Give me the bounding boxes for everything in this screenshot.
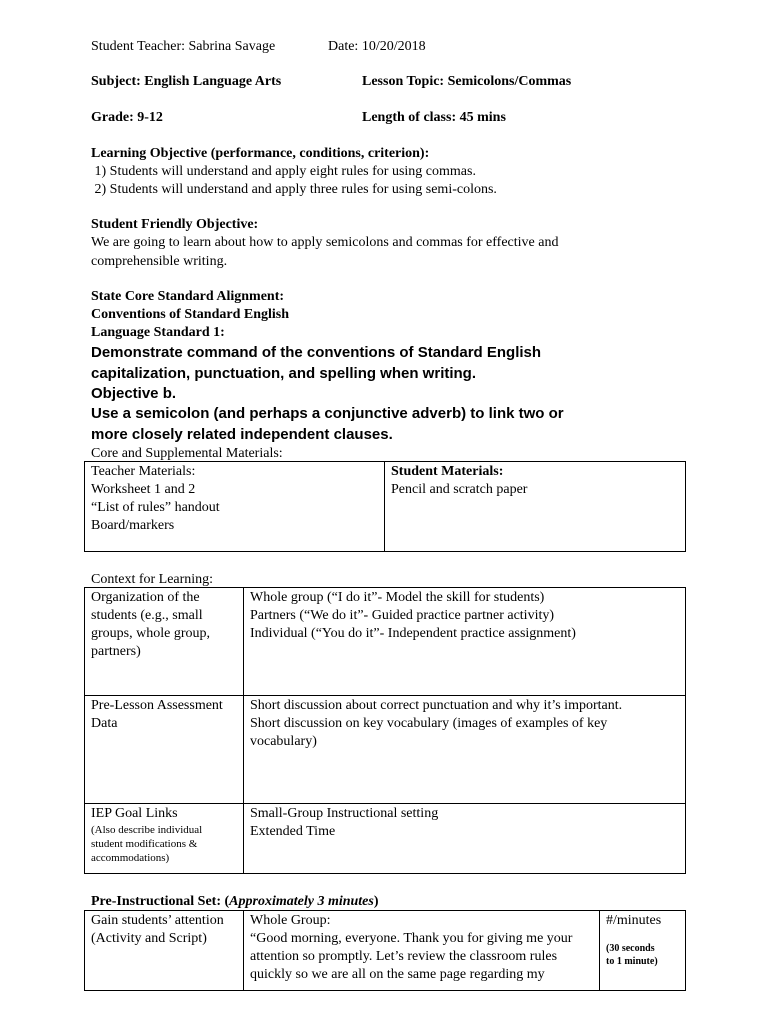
- standard-sub: Language Standard 1:: [91, 325, 225, 340]
- context-table: [84, 587, 686, 874]
- pre-instructional-duration: Approximately 3 minutes: [229, 894, 374, 909]
- objective-item: 2) Students will understand and apply three rules for using semi-colons.: [91, 182, 497, 197]
- standard-heading: State Core Standard Alignment:: [91, 289, 285, 304]
- student-materials-cell: [385, 462, 686, 552]
- minutes-cell: [600, 911, 686, 991]
- lesson-date: Date: 10/20/2018: [328, 39, 426, 54]
- friendly-objective-heading: Student Friendly Objective:: [91, 217, 259, 232]
- materials-caption: Core and Supplemental Materials:: [91, 446, 283, 461]
- minutes-label: #/minutes: [606, 913, 662, 928]
- context-caption: Context for Learning:: [91, 572, 214, 587]
- objective-item: 1) Students will understand and apply eight rules for using commas.: [91, 164, 476, 179]
- minutes-note: (30 seconds: [606, 943, 655, 954]
- context-sublabel: student modifications &: [91, 838, 198, 850]
- teacher-materials-heading: Teacher Materials:: [91, 464, 196, 479]
- attention-label: Gain students’ attention: [91, 913, 224, 928]
- attention-script-cell: [244, 911, 600, 991]
- class-length: Length of class: 45 mins: [362, 110, 506, 125]
- attention-label-cell: [85, 911, 244, 991]
- standard-text: more closely related independent clauses.: [91, 426, 393, 443]
- standard-sub: Conventions of Standard English: [91, 307, 290, 322]
- standard-text: Demonstrate command of the conventions of Standard English: [91, 344, 542, 361]
- attention-script: “Good morning, everyone. Thank you for giving me your: [250, 931, 573, 946]
- grade: Grade: 9-12: [91, 110, 163, 125]
- context-sublabel: accommodations): [91, 852, 170, 864]
- context-content: Whole group (“I do it”- Model the skill for students): [250, 590, 545, 605]
- context-content-cell: [244, 588, 686, 696]
- attention-script: attention so promptly. Let’s review the classroom rules: [250, 949, 558, 964]
- context-content: vocabulary): [250, 734, 317, 749]
- context-label-cell: [85, 696, 244, 804]
- student-teacher: Student Teacher: Sabrina Savage: [91, 39, 276, 54]
- context-content-cell: [244, 804, 686, 874]
- attention-script: quickly so we are all on the same page regarding my: [250, 967, 545, 982]
- subject: Subject: English Language Arts: [91, 74, 282, 89]
- pre-instructional-heading-text: Pre-Instructional Set: (: [91, 894, 230, 909]
- context-content: Short discussion about correct punctuation and why it’s important.: [250, 698, 623, 713]
- context-content: Small-Group Instructional setting: [250, 806, 439, 821]
- lesson-topic: Lesson Topic: Semicolons/Commas: [362, 74, 572, 89]
- context-label-cell: [85, 804, 244, 874]
- context-label-cell: [85, 588, 244, 696]
- materials-table: [84, 461, 686, 552]
- attention-script: Whole Group:: [250, 913, 331, 928]
- context-label: Data: [91, 716, 118, 731]
- standard-text: Use a semicolon (and perhaps a conjunctive adverb) to link two or: [91, 405, 564, 422]
- teacher-material-item: “List of rules” handout: [91, 500, 220, 515]
- standard-text: capitalization, punctuation, and spelling when writing.: [91, 365, 477, 382]
- student-materials-heading: Student Materials:: [391, 464, 504, 479]
- context-label: IEP Goal Links: [91, 806, 178, 821]
- pre-instructional-heading: [91, 893, 379, 911]
- context-content: Extended Time: [250, 824, 336, 839]
- context-content: Partners (“We do it”- Guided practice partner activity): [250, 608, 555, 623]
- minutes-note: to 1 minute): [606, 956, 658, 967]
- context-sublabel: (Also describe individual: [91, 824, 203, 836]
- context-label: Organization of the: [91, 590, 200, 605]
- teacher-materials-cell: [85, 462, 385, 552]
- teacher-material-item: Worksheet 1 and 2: [91, 482, 196, 497]
- context-content-cell: [244, 696, 686, 804]
- student-material-item: Pencil and scratch paper: [391, 482, 528, 497]
- context-content: Individual (“You do it”- Independent practice assignment): [250, 626, 576, 641]
- teacher-material-item: Board/markers: [91, 518, 175, 533]
- attention-label: (Activity and Script): [91, 931, 207, 946]
- friendly-objective-line: We are going to learn about how to apply semicolons and commas for effective and: [91, 235, 559, 250]
- standard-text: Objective b.: [91, 385, 177, 402]
- learning-objective-heading: Learning Objective (performance, conditions, criterion):: [91, 146, 430, 161]
- context-label: students (e.g., small: [91, 608, 203, 623]
- context-content: Short discussion on key vocabulary (images of examples of key: [250, 716, 608, 731]
- pre-instructional-table: [84, 910, 686, 991]
- pre-instructional-heading-end: ): [373, 894, 379, 909]
- context-label: Pre-Lesson Assessment: [91, 698, 223, 713]
- context-label: partners): [91, 644, 141, 659]
- context-label: groups, whole group,: [91, 626, 210, 641]
- friendly-objective-line: comprehensible writing.: [91, 254, 228, 269]
